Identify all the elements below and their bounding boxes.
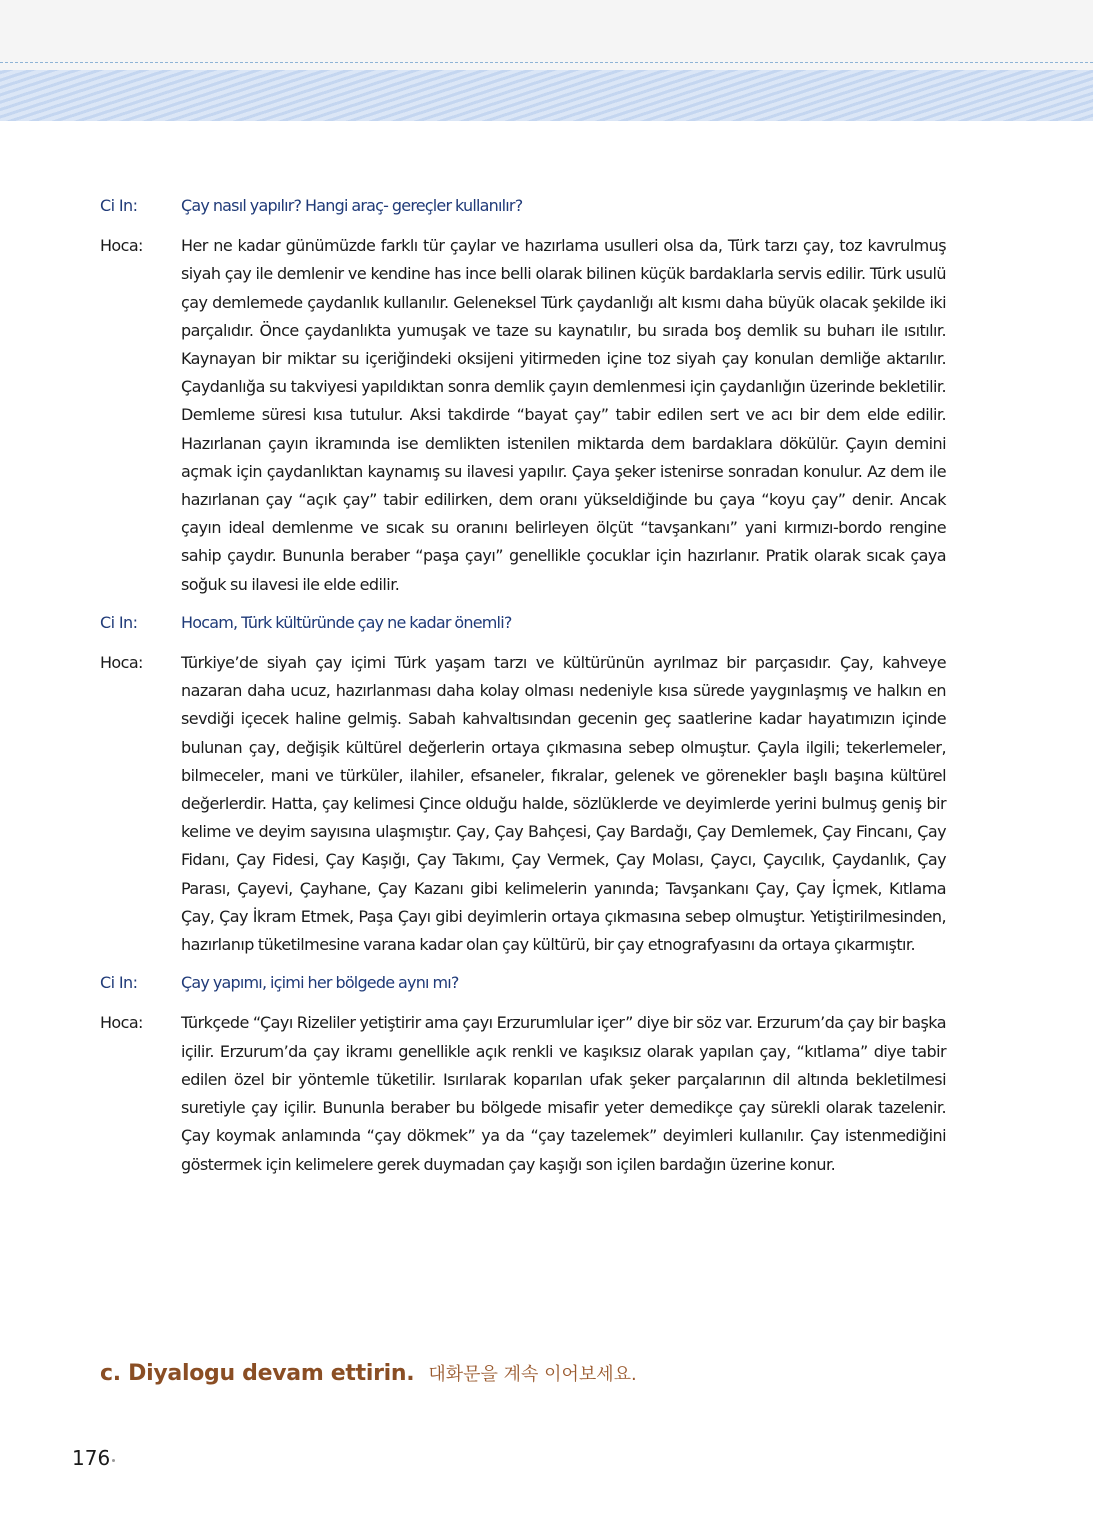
dialogue-turn-teacher bbox=[100, 232, 946, 599]
dialogue-turn-student bbox=[100, 969, 946, 997]
page-number-dot bbox=[112, 1459, 115, 1462]
speaker-label: Hoca: bbox=[100, 236, 143, 256]
dialogue-turn-student bbox=[100, 609, 946, 637]
utterance-text: Türkçede “Çayı Rizeliler yetiştirir ama çayı Erzurumlular içer” diye bir söz var. Erzurum’da çay bir başka içilir. Erzurum’da çay ikramı genellikle açık renkli ve kaşıksız olarak yapılan çay, “kıtlama” diye tabir edilen özel bir yöntemle tüketilir. Isırılarak koparılan ufak şeker parçalarının dil altında bekletilmesi suretiyle çay içilir. Bununla beraber bu bölgede misafir yeter demedikçe çay sürekli olarak tazelenir. Çay koymak anlamında “çay dökmek” ya da “çay tazelemek” deyimleri kullanılır. Çay istenmediğini göstermek için kelimelere gerek duymadan çay kaşığı son içilen bardağın üzerine konur. bbox=[181, 1013, 946, 1174]
header-dotted-divider bbox=[0, 62, 1093, 63]
utterance-text: Hocam, Türk kültüründe çay ne kadar önemli? bbox=[181, 612, 512, 632]
dialogue-turn-teacher bbox=[100, 1009, 946, 1178]
speaker-label: Ci In: bbox=[100, 973, 138, 993]
utterance-text: Çay nasıl yapılır? Hangi araç- gereçler kullanılır? bbox=[181, 196, 523, 215]
speaker-label: Hoca: bbox=[100, 653, 143, 673]
header-striped-banner bbox=[0, 70, 1093, 121]
dialogue-turn-teacher bbox=[100, 649, 946, 959]
speaker-label: Ci In: bbox=[100, 612, 138, 632]
exercise-title: c. Diyalogu devam ettirin. bbox=[100, 1361, 415, 1386]
utterance-text: Çay yapımı, içimi her bölgede aynı mı? bbox=[181, 973, 459, 993]
exercise-heading bbox=[100, 1360, 637, 1386]
speaker-label: Hoca: bbox=[100, 1013, 143, 1033]
exercise-subtitle-korean: 대화문을 계속 이어보세요. bbox=[428, 1364, 637, 1385]
utterance-text: Her ne kadar günümüzde farklı tür çaylar ve hazırlama usulleri olsa da, Türk tarzı çay, toz kavrulmuş siyah çay ile demlenir ve kendine has ince belli olarak bilinen küçük bardaklarla servis edilir. Türk usulü çay demlemede çaydanlık kullanılır. Geleneksel Türk çaydanlığı alt kısmı daha büyük olacak şekilde iki parçalıdır. Önce çaydanlıkta yumuşak ve taze su kaynatılır, bu sırada boş demlik su buharı ile ısıtılır. Kaynayan bir miktar su içeriğindeki oksijeni yitirmeden içine toz siyah çay konulan demliğe aktarılır. Çaydanlığa su takviyesi yapıldıktan sonra demlik çayın demlenmesi için çaydanlığın üzerinde bekletilir. Demleme süresi kısa tutulur. Aksi takdirde “bayat çay” tabir edilen sert ve acı bir dem elde edilir. Hazırlanan çayın ikramında ise demlikten istenilen miktarda dem bardaklara dökülür. Çayın demini açmak için çaydanlıktan kaynamış su ilavesi yapılır. Çaya şeker istenirse sonradan konulur. Az dem ile hazırlanan çay “açık çay” tabir edilirken, dem oranı yükseldiğinde bu çaya “koyu çay” denir. Ancak çayın ideal demlenme ve sıcak su oranını belirleyen ölçüt “tavşankanı” yani kırmızı-bordo rengine sahip çaydır. Bununla beraber “paşa çayı” genellikle çocuklar için hazırlanır. Pratik olarak sıcak çaya soğuk su ilavesi ile elde edilir. bbox=[181, 236, 946, 594]
page-number: 176 bbox=[72, 1446, 111, 1470]
utterance-text: Türkiye’de siyah çay içimi Türk yaşam tarzı ve kültürünün ayrılmaz bir parçasıdır. Çay, kahveye nazaran daha ucuz, hazırlanması daha kolay olması nedeniyle kısa sürede yaygınlaşmış ve halkın en sevdiği içecek haline gelmiş. Sabah kahvaltısından gecenin geç saatlerine kadar hayatımızın içinde bulunan çay, değişik kültürel değerlerin ortaya çıkmasına sebep olmuştur. Çayla ilgili; tekerlemeler, bilmeceler, mani ve türküler, ilahiler, efsaneler, fıkralar, gelenek ve görenekler başlı başına kültürel değerlerdir. Hatta, çay kelimesi Çince olduğu halde, sözlüklerde ve deyimlerde yerini bulmuş geniş bir kelime ve deyim sayısına ulaşmıştır. Çay, Çay Bahçesi, Çay Bardağı, Çay Demlemek, Çay Fincanı, Çay Fidanı, Çay Fidesi, Çay Kaşığı, Çay Takımı, Çay Vermek, Çay Molası, Çaycı, Çaycılık, Çaydanlık, Çay Parası, Çayevi, Çayhane, Çay Kazanı gibi kelimelerin yanında; Tavşankanı Çay, Çay İçmek, Kıtlama Çay, Çay İkram Etmek, Paşa Çayı gibi deyimlerin ortaya çıkmasına sebep olmuştur. Yetiştirilmesinden, hazırlanıp tüketilmesine varana kadar olan çay kültürü, bir çay etnografyasını da ortaya çıkarmıştır. bbox=[181, 653, 946, 955]
dialogue-section bbox=[100, 192, 946, 1189]
speaker-label: Ci In: bbox=[100, 196, 138, 215]
dialogue-turn-student bbox=[100, 192, 946, 220]
